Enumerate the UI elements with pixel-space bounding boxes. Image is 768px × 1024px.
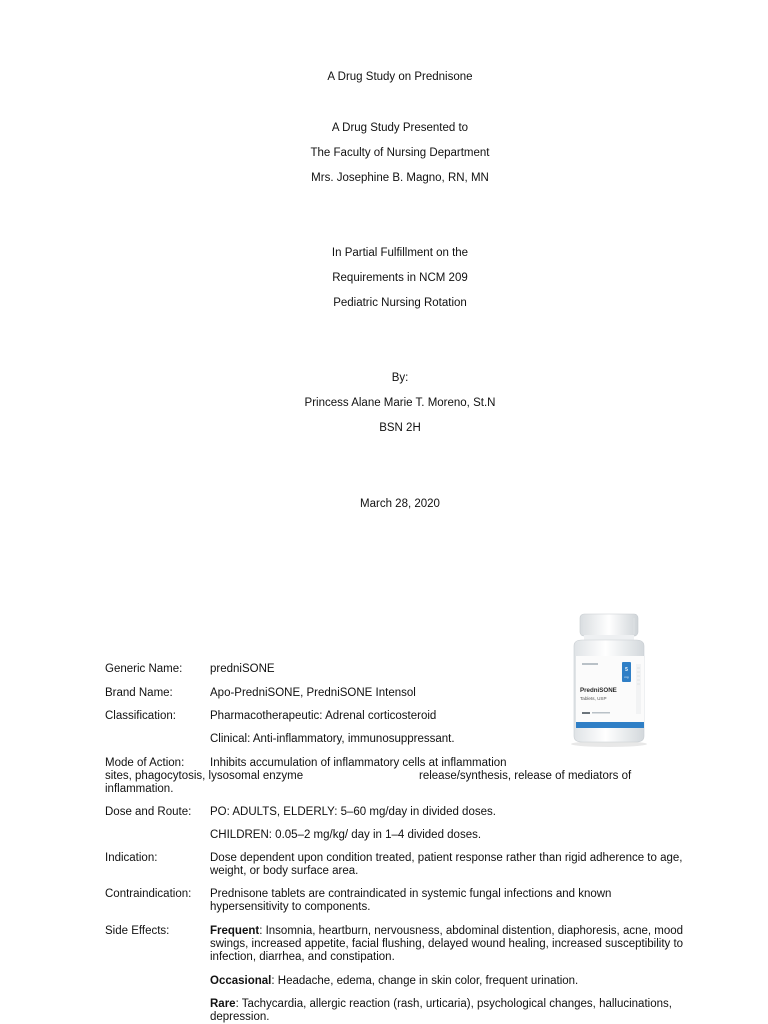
brand-name-label: Brand Name: (105, 687, 173, 699)
generic-name-label: Generic Name: (105, 663, 183, 675)
faculty-line: The Faculty of Nursing Department (310, 147, 490, 159)
brand-name-value: Apo-PredniSONE, PredniSONE Intensol (210, 687, 416, 699)
dose-adults: PO: ADULTS, ELDERLY: 5–60 mg/day in divided doses. (210, 806, 496, 818)
classification-clinical: Clinical: Anti-inflammatory, immunosuppressant. (210, 733, 455, 745)
mode-of-action-line-2b: release/synthesis, release of mediators of (419, 770, 632, 782)
author-section: BSN 2H (379, 422, 421, 434)
document-date: March 28, 2020 (360, 498, 440, 510)
author-name: Princess Alane Marie T. Moreno, St.N (304, 397, 496, 409)
occasional-label: Occasional (210, 975, 272, 987)
fulfillment-line-3: Pediatric Nursing Rotation (333, 297, 467, 309)
side-effects-frequent (210, 925, 692, 964)
mode-of-action-line-2a: sites, phagocytosis, lysosomal enzyme (105, 770, 304, 782)
mode-of-action-line-1: Inhibits accumulation of inflammatory cells at inflammation (210, 757, 507, 769)
bottle-brand-text: PredniSONE (580, 687, 617, 694)
indication-value: Dose dependent upon condition treated, patient response rather than rigid adherence to age, weight, or body surface area. (210, 852, 683, 877)
instructor-line: Mrs. Josephine B. Magno, RN, MN (311, 172, 489, 184)
rare-value: : Tachycardia, allergic reaction (rash, urticaria), psychological changes, hallucinations, depression. (210, 998, 672, 1023)
title-prefix: A Drug Study on (327, 71, 415, 83)
indication-label: Indication: (105, 852, 158, 864)
bottle-sub-text: Tablets, USP (580, 696, 607, 701)
presented-to: A Drug Study Presented to (331, 122, 469, 134)
classification-label: Classification: (105, 710, 176, 722)
occasional-value: : Headache, edema, change in skin color, frequent urination. (271, 975, 579, 987)
document-title (0, 70, 768, 84)
generic-name-value: predniSONE (210, 663, 275, 675)
classification-pharmacotherapeutic: Pharmacotherapeutic: Adrenal corticosteroid (210, 710, 437, 722)
svg-text:mg: mg (624, 675, 629, 679)
by-label: By: (391, 372, 409, 384)
dose-route-label: Dose and Route: (105, 806, 192, 818)
mode-of-action (105, 757, 640, 796)
rare-label: Rare (210, 998, 236, 1010)
fulfillment-line-1: In Partial Fulfillment on the (331, 247, 469, 259)
dose-children: CHILDREN: 0.05–2 mg/kg/ day in 1–4 divided doses. (210, 829, 482, 841)
fulfillment-line-2: Requirements in NCM 209 (332, 272, 468, 284)
contraindication-value: Prednisone tablets are contraindicated in systemic fungal infections and known hypersensitivity to components. (210, 888, 612, 913)
side-effects-label: Side Effects: (105, 925, 170, 937)
prednisone-bottle-image (566, 608, 652, 748)
svg-text:5: 5 (625, 667, 628, 673)
contraindication-label: Contraindication: (105, 888, 192, 900)
frequent-value: : Insomnia, heartburn, nervousness, abdominal distention, diaphoresis, acne, mood swings, increased appetite, facial flushing, delayed wound healing, increased susceptibility to infection, diarrhea, and constipation. (210, 925, 684, 963)
mode-of-action-label: Mode of Action: (105, 757, 185, 769)
side-effects-occasional (210, 975, 692, 988)
side-effects-rare (210, 998, 692, 1024)
mode-of-action-line-3: inflammation. (105, 783, 174, 795)
title-drug: Prednisone (414, 71, 473, 83)
frequent-label: Frequent (210, 925, 260, 937)
